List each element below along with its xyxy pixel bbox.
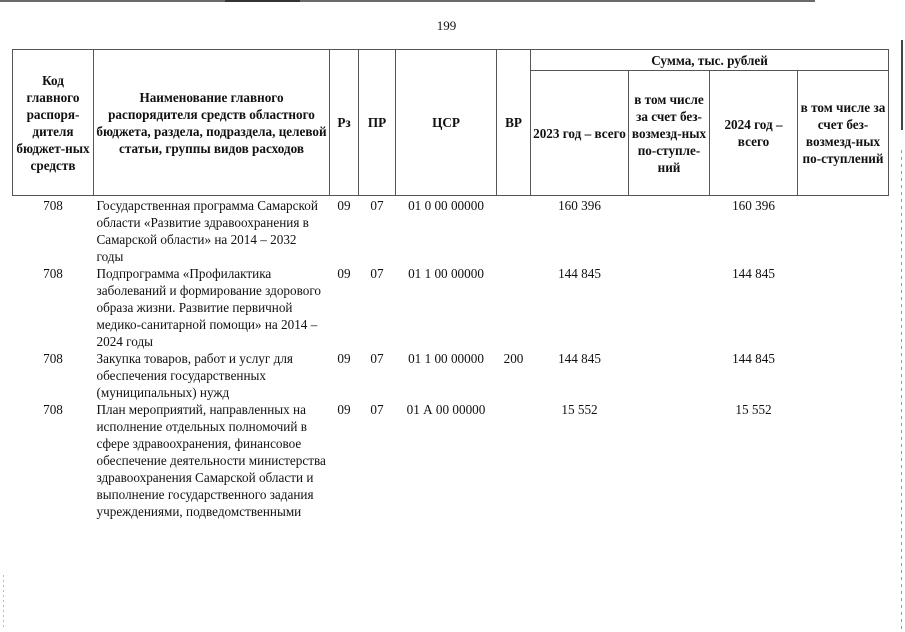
cell-rz: 09	[337, 266, 351, 281]
cell-2023-total: 15 552	[561, 402, 598, 417]
header-sum-group: Сумма, тыс. рублей	[531, 50, 889, 71]
cell-2024-total: 160 396	[732, 198, 775, 213]
cell-pr: 07	[370, 266, 384, 281]
header-code: Код главного распоря-дителя бюджет-ных средств	[13, 50, 94, 196]
table-row	[13, 265, 889, 350]
cell-vr	[497, 265, 531, 350]
cell-2023-total: 144 845	[558, 266, 601, 281]
cell-pr: 07	[370, 351, 384, 366]
cell-2023-total: 160 396	[558, 198, 601, 213]
cell-vr	[497, 196, 531, 266]
table-row	[13, 350, 889, 401]
cell-pr: 07	[370, 402, 384, 417]
cell-2023-grants	[629, 350, 710, 401]
cell-2024-grants	[798, 401, 889, 520]
cell-name: Подпрограмма «Профилактика заболеваний и формирование здорового образа жизни. Развитие первичной медико-санитарной помощи» на 2014 – 2024 годы	[96, 266, 322, 349]
header-2023-grants: в том числе за счет без-возмезд-ных по-ступле-ний	[629, 71, 710, 196]
scan-edge-top	[0, 0, 815, 2]
cell-2023-grants	[629, 401, 710, 520]
cell-rz: 09	[337, 402, 351, 417]
cell-2023-grants	[629, 196, 710, 266]
scan-edge-right	[901, 40, 903, 130]
cell-2024-total: 144 845	[732, 351, 775, 366]
cell-rz: 09	[337, 351, 351, 366]
table-header	[13, 50, 889, 196]
cell-csr: 01 1 00 00000	[408, 266, 484, 281]
header-csr: ЦСР	[396, 50, 497, 196]
header-2024-total: 2024 год – всего	[710, 71, 798, 196]
cell-rz: 09	[337, 198, 351, 213]
budget-table	[12, 49, 889, 520]
cell-name: Государственная программа Самарской области «Развитие здравоохранения в Самарской области» на 2014 – 2032 годы	[96, 198, 318, 264]
scan-edge-right-dotted	[901, 150, 902, 632]
cell-2024-grants	[798, 265, 889, 350]
cell-code: 708	[43, 351, 63, 366]
cell-2024-total: 144 845	[732, 266, 775, 281]
header-rz: Рз	[330, 50, 359, 196]
cell-vr	[497, 401, 531, 520]
cell-csr: 01 1 00 00000	[408, 351, 484, 366]
cell-csr: 01 А 00 00000	[406, 402, 486, 417]
header-name: Наименование главного распорядителя средств областного бюджета, раздела, подраздела, целевой статьи, группы видов расходов	[94, 50, 330, 196]
header-vr: ВР	[497, 50, 531, 196]
cell-2023-grants	[629, 265, 710, 350]
cell-2024-grants	[798, 350, 889, 401]
table-row	[13, 196, 889, 266]
cell-2023-total: 144 845	[558, 351, 601, 366]
header-2023-total: 2023 год – всего	[531, 71, 629, 196]
header-2024-grants: в том числе за счет без-возмезд-ных по-ступлений	[798, 71, 889, 196]
cell-pr: 07	[370, 198, 384, 213]
cell-name: Закупка товаров, работ и услуг для обеспечения государственных (муниципальных) нужд	[96, 351, 293, 400]
cell-2024-grants	[798, 196, 889, 266]
table-row	[13, 401, 889, 520]
scan-edge-left-dotted	[3, 575, 4, 630]
scan-edge-top-dark	[225, 0, 300, 2]
header-pr: ПР	[359, 50, 396, 196]
cell-code: 708	[43, 402, 63, 417]
cell-2024-total: 15 552	[735, 402, 772, 417]
cell-code: 708	[43, 266, 63, 281]
cell-code: 708	[43, 198, 63, 213]
cell-name: План мероприятий, направленных на исполнение отдельных полномочий в сфере здравоохранения, финансовое обеспечение деятельности министерства здравоохранения Самарской области и выполнение государственного задания учреждениями, подведомственными	[96, 402, 326, 519]
cell-csr: 01 0 00 00000	[408, 198, 484, 213]
table-body	[13, 196, 889, 521]
cell-vr: 200	[503, 351, 524, 366]
page-number: 199	[436, 18, 457, 33]
